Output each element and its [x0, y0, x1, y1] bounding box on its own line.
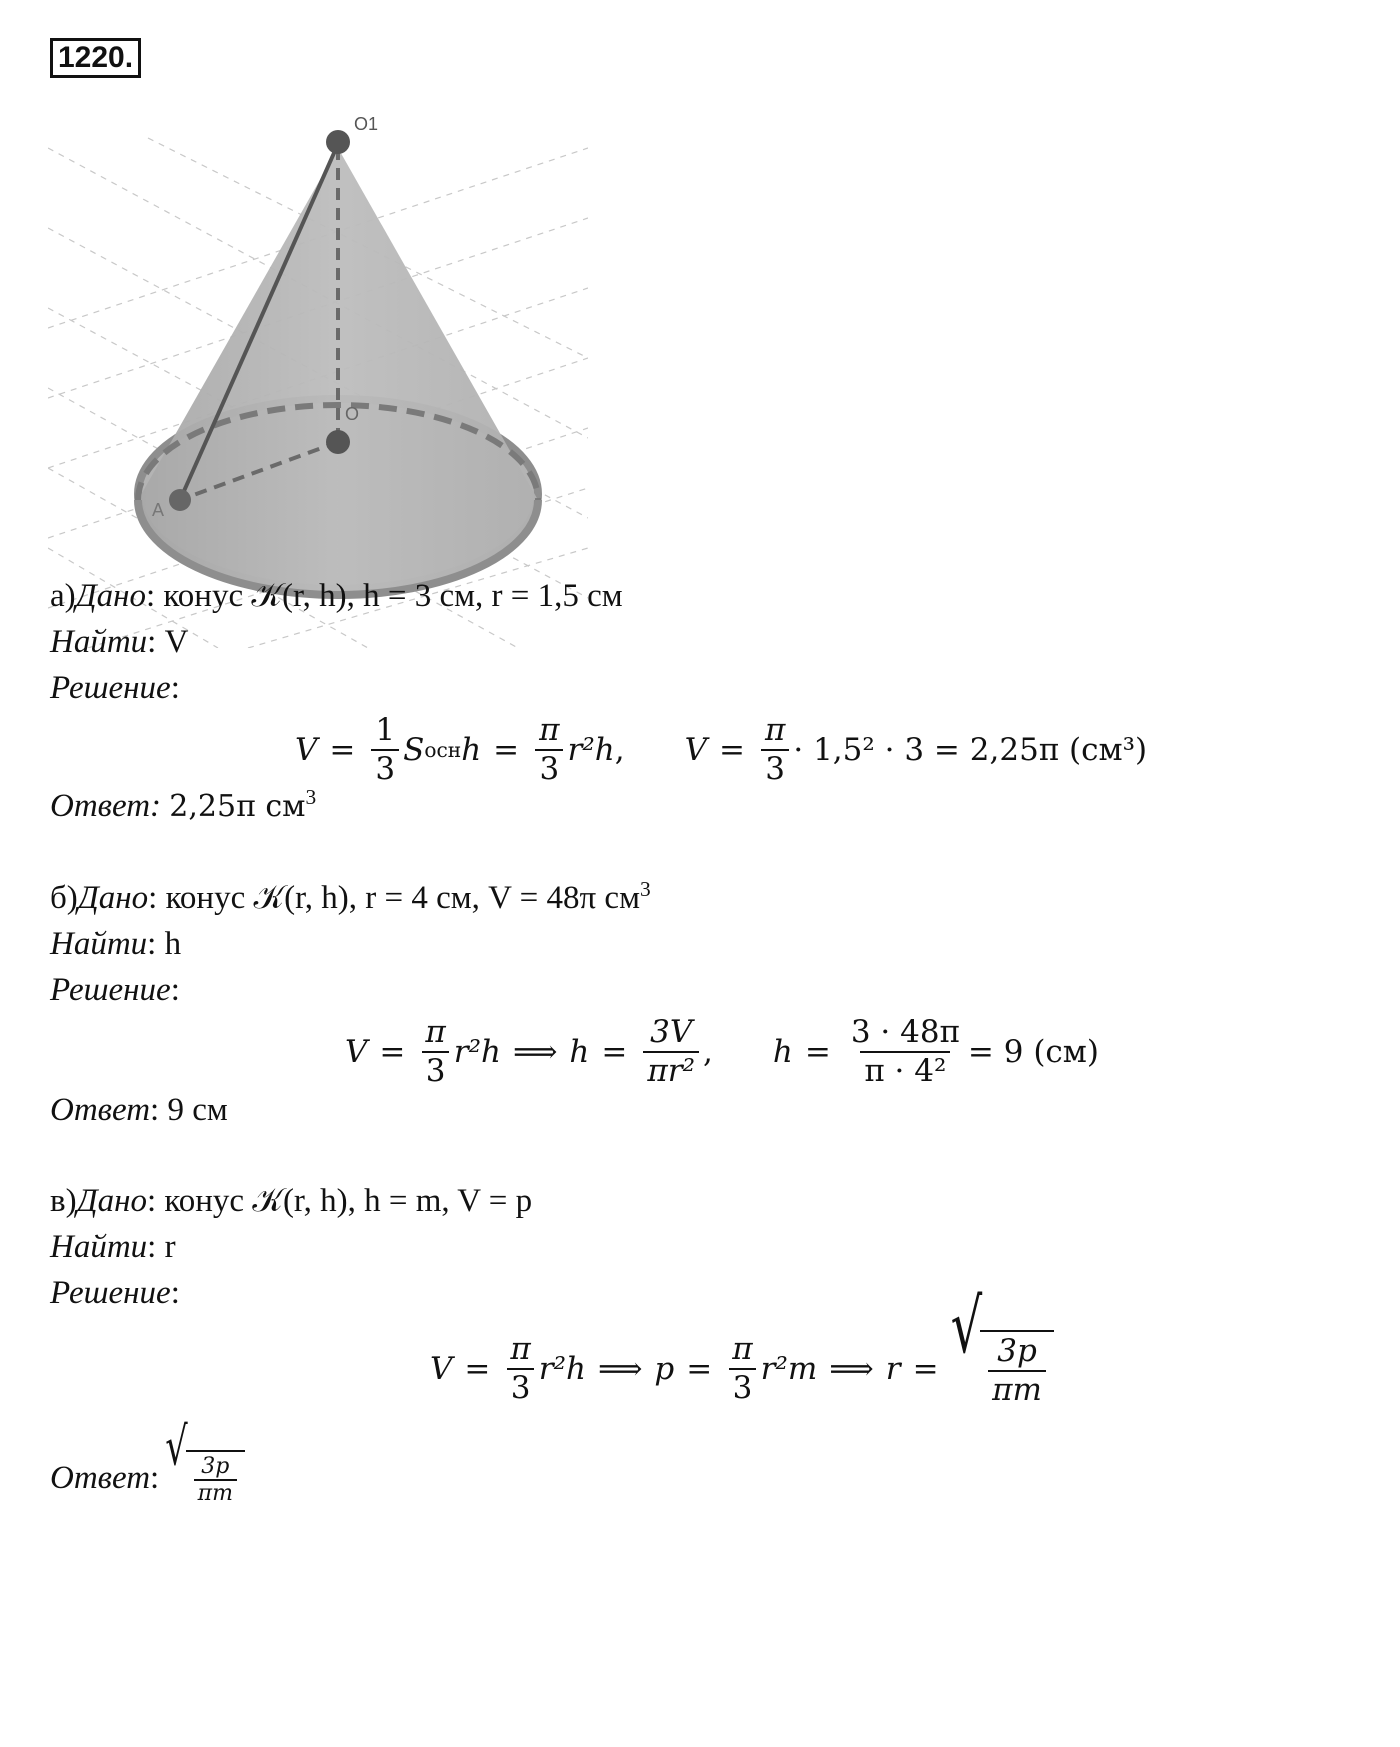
sqrt-expression: √ $\frac{3p}{\pi m}$ [951, 1330, 1054, 1409]
part-b-formula: V = $\frac{\pi}{3}$ r²h ⟹ h = $\frac{3V}{\text{πr²}}$ , h = $\frac{3 \cdot 48\pi}{\text{π · 4²}}$ = 9 (см) [345, 1014, 1099, 1089]
part-a-formula: V = $\frac{1}{3}$ S осн h = $\frac{\pi}{3}$ r²h , V = $\frac{\pi}{3}$ · 1,5² · 3 = 2,25π (см³) [295, 712, 1148, 787]
label-a: A [152, 500, 165, 520]
part-b-find: Найти: h [50, 926, 182, 962]
point-apex [326, 130, 350, 154]
part-c-find: Найти: r [50, 1229, 176, 1265]
part-c-formula: V = $\frac{\pi}{3}$ r²h ⟹ p = $\frac{\pi}{3}$ r²m ⟹ r = √ $\frac{3p}{\pi m}$ [430, 1330, 1054, 1409]
problem-number: 1220. [50, 38, 141, 78]
cone-figure [48, 108, 588, 648]
label-center: O [345, 404, 360, 424]
point-center [326, 430, 350, 454]
part-a-solution-label: Решение: [50, 670, 180, 706]
part-b-given: б)Дано: конус 𝒦(r, h), r = 4 см, V = 48π $см^3$ [50, 877, 651, 916]
part-b-answer: Ответ: 9 см [50, 1092, 228, 1128]
part-c-given: в)Дано: конус 𝒦(r, h), h = m, V = p [50, 1183, 533, 1219]
part-c-solution-label: Решение: [50, 1275, 180, 1311]
part-b-solution-label: Решение: [50, 972, 180, 1008]
part-c-answer: Ответ : √ $\frac{3p}{\pi m}$ [50, 1450, 245, 1508]
answer-sqrt: √ $\frac{3p}{\pi m}$ [165, 1450, 245, 1508]
part-a-answer: Ответ: 2,25π $см^3$ [50, 785, 317, 824]
part-a-given: а)Дано: конус 𝒦(r, h), h = 3 см, r = 1,5 см [50, 578, 623, 614]
point-a [169, 489, 191, 511]
label-apex: O1 [354, 114, 379, 134]
part-a-find: Найти: V [50, 624, 189, 660]
